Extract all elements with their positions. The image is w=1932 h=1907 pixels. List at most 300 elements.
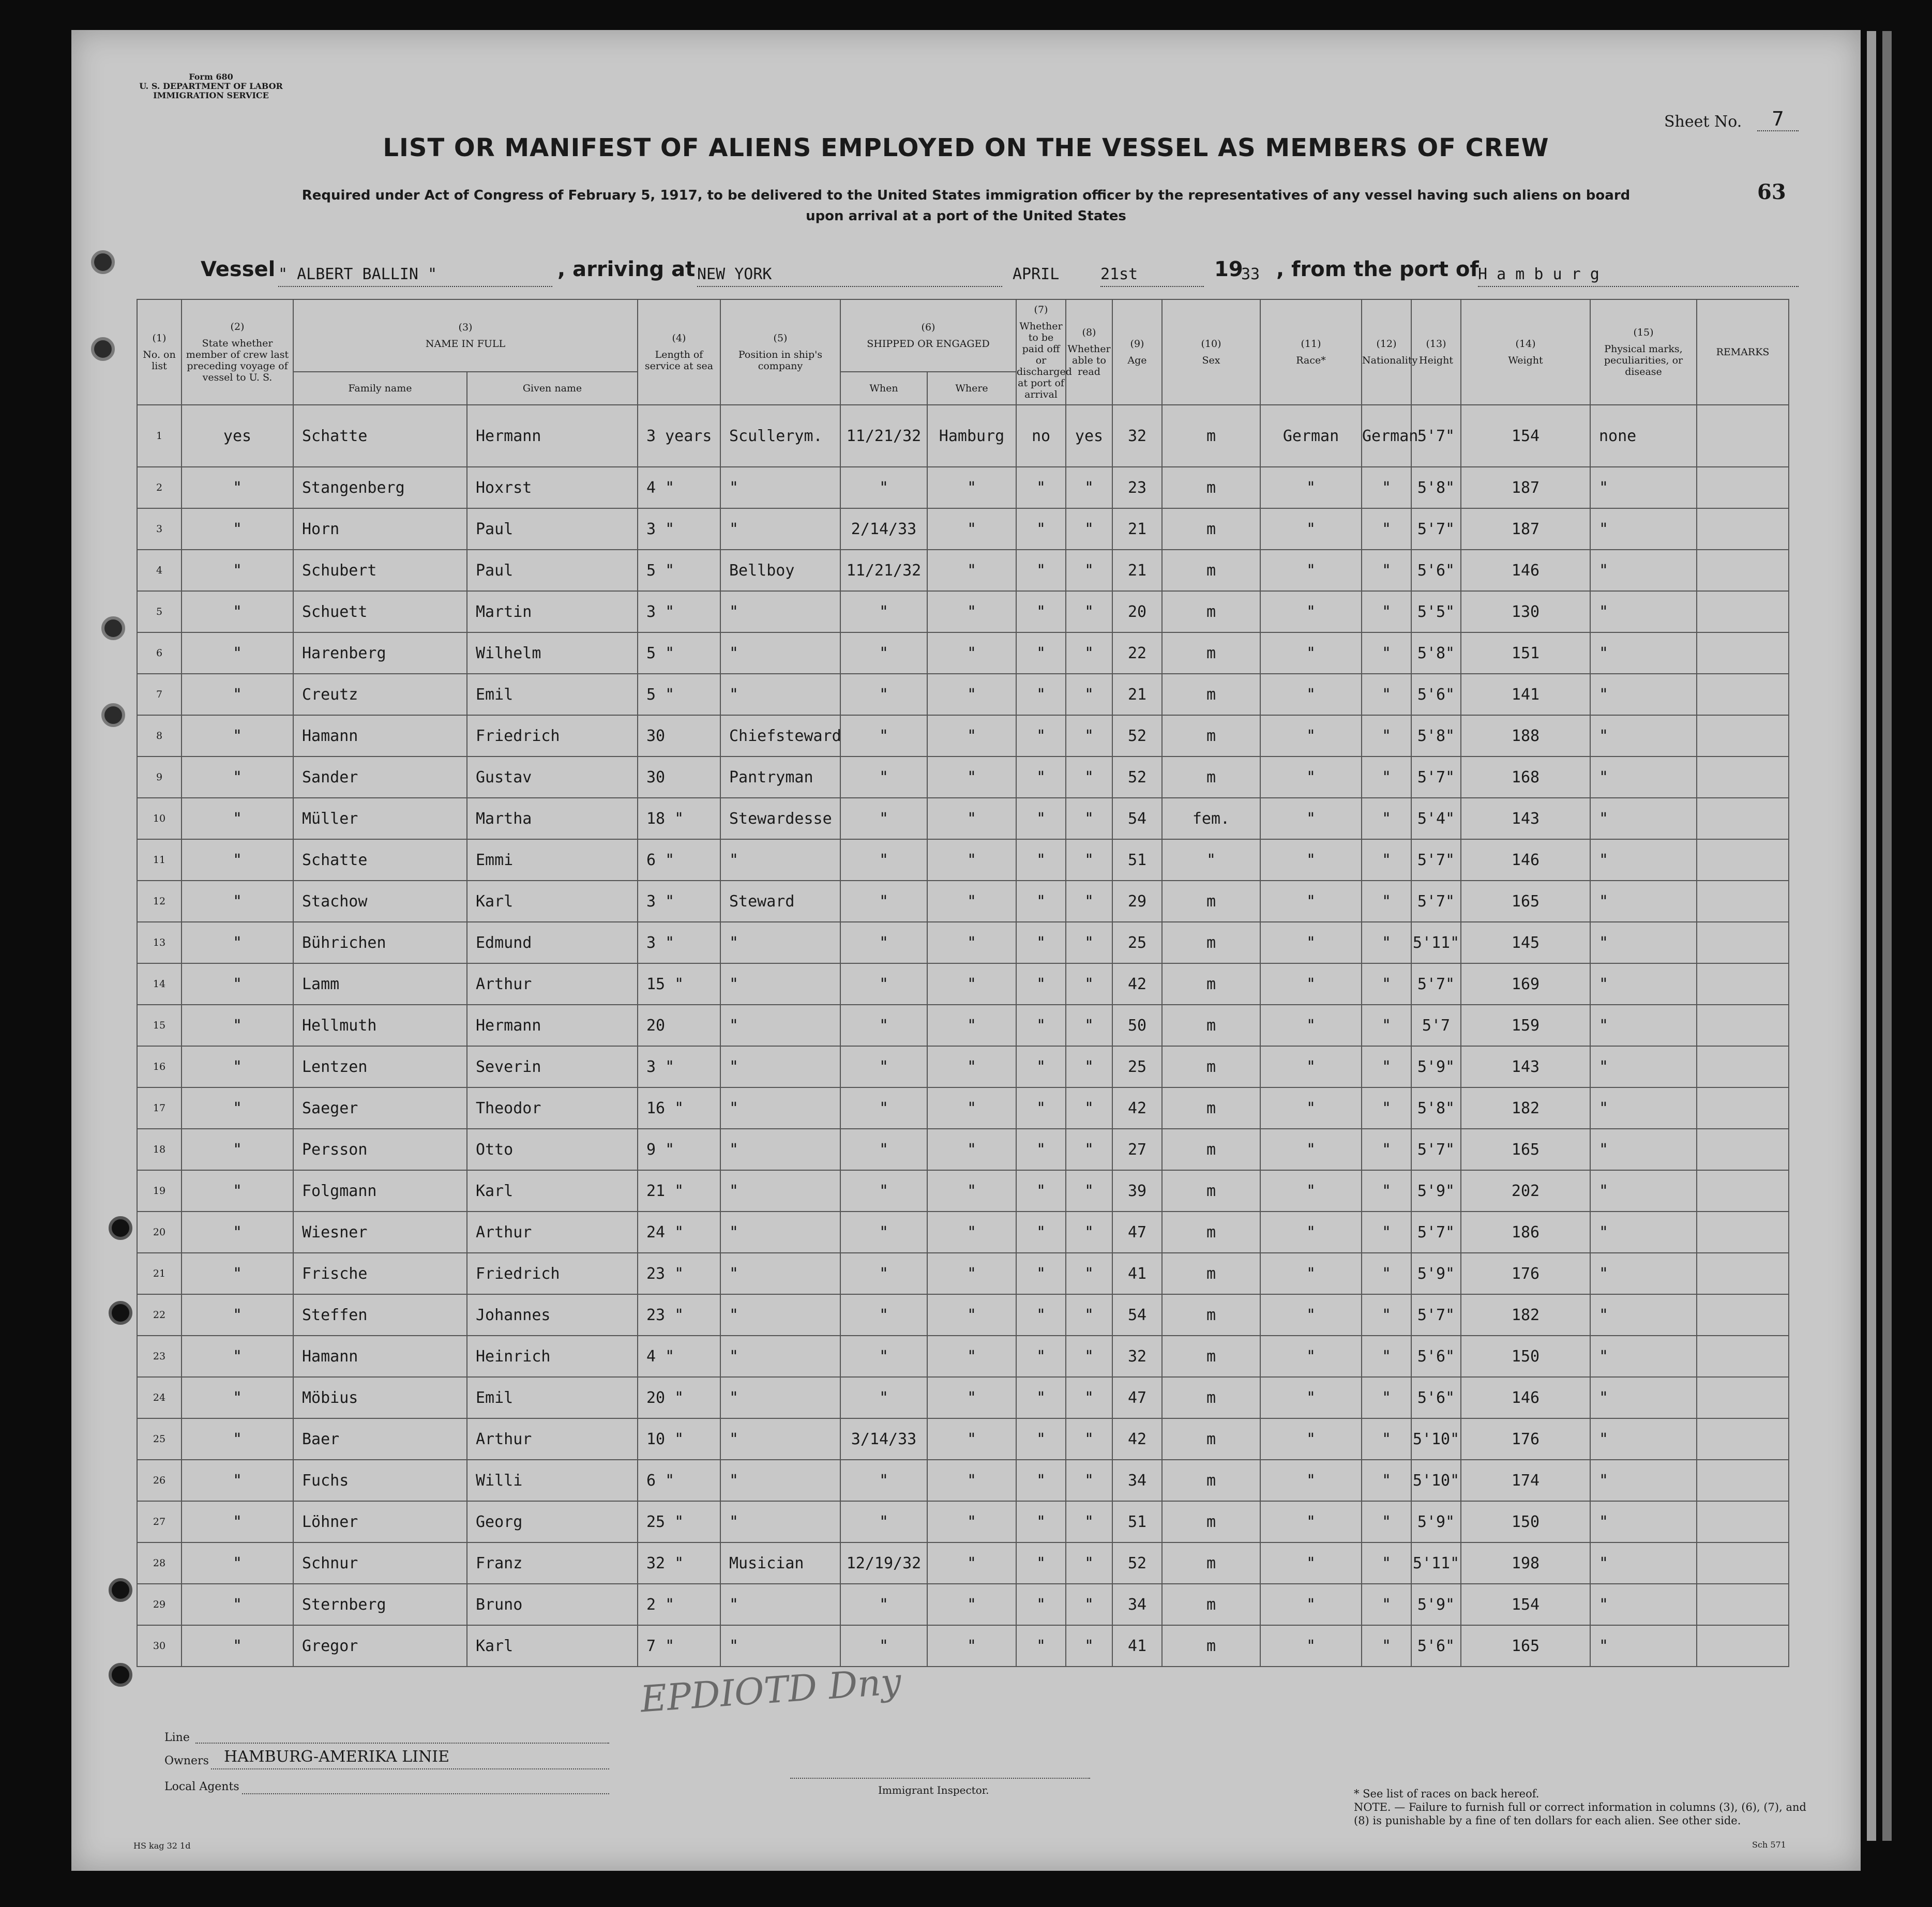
cell-position: ": [720, 632, 840, 674]
cell-remarks: [1697, 1377, 1789, 1418]
cell-race: ": [1260, 674, 1362, 715]
col-header-race: [1260, 299, 1362, 405]
cell-service: 3 ": [638, 591, 720, 632]
cell-marks: ": [1590, 591, 1697, 632]
cell-remarks: [1697, 1212, 1789, 1253]
cell-given-name: Georg: [467, 1501, 638, 1542]
cell-no: 19: [137, 1170, 182, 1212]
cell-where: ": [927, 1170, 1016, 1212]
cell-sex: m: [1162, 632, 1260, 674]
cell-sex: m: [1162, 881, 1260, 922]
cell-sex: m: [1162, 715, 1260, 756]
cell-where: ": [927, 1253, 1016, 1294]
cell-service: 18 ": [638, 798, 720, 839]
cell-position: ": [720, 1046, 840, 1087]
cell-age: 34: [1112, 1460, 1162, 1501]
col-header-marks: [1590, 299, 1697, 405]
cell-age: 42: [1112, 1087, 1162, 1129]
col-header-shipped: [840, 299, 1016, 372]
cell-height: 5'7": [1411, 963, 1461, 1005]
cell-remarks: [1697, 467, 1789, 508]
cell-read: ": [1066, 1418, 1112, 1460]
col-header-paid-off: [1016, 299, 1072, 405]
col-label: State whether member of crew last preceding voyage of vessel to U. S.: [186, 338, 289, 383]
cell-age: 21: [1112, 674, 1162, 715]
vessel-label: Vessel: [201, 258, 276, 281]
cell-service: 16 ": [638, 1087, 720, 1129]
cell-where: ": [927, 1460, 1016, 1501]
cell-height: 5'7": [1411, 1212, 1461, 1253]
cell-sex: m: [1162, 1212, 1260, 1253]
cell-family-name: Müller: [293, 798, 467, 839]
col-num: (5): [773, 332, 788, 344]
race-note: * See list of races on back hereof.: [1354, 1788, 1539, 1800]
cell-age: 34: [1112, 1584, 1162, 1625]
cell-when: ": [840, 1046, 927, 1087]
cell-where: Hamburg: [927, 405, 1016, 467]
cell-service: 2 ": [638, 1584, 720, 1625]
cell-paid-off: ": [1016, 1294, 1066, 1336]
cell-prev-voyage: ": [182, 963, 293, 1005]
cell-paid-off: ": [1016, 1625, 1066, 1667]
sheet-number-value: 7: [1757, 108, 1799, 131]
cell-height: 5'9": [1411, 1253, 1461, 1294]
cell-marks: ": [1590, 1584, 1697, 1625]
cell-race: ": [1260, 467, 1362, 508]
cell-age: 50: [1112, 1005, 1162, 1046]
cell-given-name: Hermann: [467, 405, 638, 467]
cell-weight: 168: [1461, 756, 1590, 798]
cell-nationality: ": [1362, 881, 1411, 922]
col-label: Race*: [1296, 355, 1326, 366]
cell-age: 25: [1112, 922, 1162, 963]
cell-when: ": [840, 1336, 927, 1377]
cell-paid-off: ": [1016, 839, 1066, 881]
cell-family-name: Stachow: [293, 881, 467, 922]
cell-nationality: ": [1362, 1253, 1411, 1294]
col-num: (15): [1633, 327, 1654, 338]
cell-position: ": [720, 1129, 840, 1170]
cell-age: 41: [1112, 1253, 1162, 1294]
cell-prev-voyage: ": [182, 550, 293, 591]
cell-age: 51: [1112, 839, 1162, 881]
cell-weight: 154: [1461, 405, 1590, 467]
cell-no: 13: [137, 922, 182, 963]
cell-no: 14: [137, 963, 182, 1005]
cell-position: ": [720, 1170, 840, 1212]
cell-service: 6 ": [638, 1460, 720, 1501]
cell-prev-voyage: ": [182, 1129, 293, 1170]
cell-position: ": [720, 1005, 840, 1046]
cell-weight: 176: [1461, 1418, 1590, 1460]
cell-race: ": [1260, 1005, 1362, 1046]
cell-sex: m: [1162, 1418, 1260, 1460]
binder-hole: [109, 1663, 132, 1687]
owners-field: [211, 1767, 609, 1769]
cell-where: ": [927, 1087, 1016, 1129]
col-label: Height: [1419, 355, 1453, 366]
cell-when: ": [840, 1377, 927, 1418]
cell-read: ": [1066, 715, 1112, 756]
col-label: Nationality: [1362, 355, 1418, 366]
cell-paid-off: ": [1016, 1584, 1066, 1625]
cell-marks: ": [1590, 1460, 1697, 1501]
cell-read: ": [1066, 756, 1112, 798]
cell-age: 27: [1112, 1129, 1162, 1170]
cell-sex: m: [1162, 550, 1260, 591]
cell-position: ": [720, 839, 840, 881]
col-num: (8): [1082, 327, 1096, 338]
cell-marks: none: [1590, 405, 1697, 467]
line-label: Line: [164, 1731, 190, 1744]
col-label: NAME IN FULL: [425, 338, 506, 350]
cell-family-name: Schuett: [293, 591, 467, 632]
cell-service: 3 ": [638, 1046, 720, 1087]
cell-family-name: Gregor: [293, 1625, 467, 1667]
cell-nationality: ": [1362, 674, 1411, 715]
cell-height: 5'7": [1411, 1294, 1461, 1336]
col-label: Whether able to read: [1067, 343, 1111, 377]
cell-service: 9 ": [638, 1129, 720, 1170]
cell-height: 5'7": [1411, 839, 1461, 881]
cell-sex: m: [1162, 922, 1260, 963]
cell-marks: ": [1590, 467, 1697, 508]
table-header: [137, 299, 1789, 405]
footer-note: [1354, 1787, 1819, 1827]
cell-given-name: Theodor: [467, 1087, 638, 1129]
cell-remarks: [1697, 756, 1789, 798]
cell-weight: 186: [1461, 1212, 1590, 1253]
print-code: HS kag 32 1d: [133, 1841, 191, 1851]
cell-remarks: [1697, 1005, 1789, 1046]
cell-age: 54: [1112, 798, 1162, 839]
cell-service: 5 ": [638, 550, 720, 591]
table-row: [137, 1087, 1789, 1129]
cell-sex: m: [1162, 1501, 1260, 1542]
cell-no: 4: [137, 550, 182, 591]
cell-paid-off: ": [1016, 1542, 1066, 1584]
cell-weight: 145: [1461, 922, 1590, 963]
cell-height: 5'9": [1411, 1170, 1461, 1212]
binder-hole: [109, 1578, 132, 1602]
cell-position: ": [720, 1336, 840, 1377]
cell-where: ": [927, 1294, 1016, 1336]
col-header-where: Where: [927, 372, 1016, 405]
table-row: [137, 550, 1789, 591]
cell-when: ": [840, 632, 927, 674]
table-row: [137, 1294, 1789, 1336]
cell-race: ": [1260, 715, 1362, 756]
cell-marks: ": [1590, 715, 1697, 756]
cell-prev-voyage: ": [182, 1625, 293, 1667]
inspector-signature-field: [790, 1777, 1090, 1779]
col-header-when: When: [840, 372, 927, 405]
cell-position: ": [720, 1294, 840, 1336]
cell-nationality: ": [1362, 550, 1411, 591]
cell-no: 25: [137, 1418, 182, 1460]
cell-when: 11/21/32: [840, 405, 927, 467]
cell-marks: ": [1590, 1087, 1697, 1129]
cell-remarks: [1697, 1253, 1789, 1294]
cell-prev-voyage: ": [182, 798, 293, 839]
vessel-name: " ALBERT BALLIN ": [278, 265, 552, 287]
col-header-name: [293, 299, 638, 372]
paper-edge: [1867, 31, 1876, 1841]
cell-family-name: Fuchs: [293, 1460, 467, 1501]
from-label: , from the port of: [1276, 258, 1479, 281]
cell-position: Chiefsteward: [720, 715, 840, 756]
arrival-day: 21st: [1100, 265, 1204, 287]
schedule-code: Sch 571: [1752, 1840, 1786, 1850]
cell-weight: 176: [1461, 1253, 1590, 1294]
cell-where: ": [927, 881, 1016, 922]
cell-family-name: Harenberg: [293, 632, 467, 674]
cell-marks: ": [1590, 1046, 1697, 1087]
cell-marks: ": [1590, 1377, 1697, 1418]
cell-remarks: [1697, 1087, 1789, 1129]
col-num: (13): [1426, 338, 1446, 350]
cell-when: ": [840, 467, 927, 508]
cell-when: ": [840, 839, 927, 881]
cell-read: ": [1066, 591, 1112, 632]
cell-height: 5'10": [1411, 1460, 1461, 1501]
cell-nationality: ": [1362, 1418, 1411, 1460]
cell-race: ": [1260, 1584, 1362, 1625]
cell-read: ": [1066, 1005, 1112, 1046]
table-row: [137, 756, 1789, 798]
cell-paid-off: no: [1016, 405, 1066, 467]
cell-where: ": [927, 1418, 1016, 1460]
cell-given-name: Johannes: [467, 1294, 638, 1336]
table-row: [137, 1046, 1789, 1087]
cell-service: 23 ": [638, 1294, 720, 1336]
cell-height: 5'8": [1411, 632, 1461, 674]
cell-position: ": [720, 591, 840, 632]
cell-read: yes: [1066, 405, 1112, 467]
cell-service: 20: [638, 1005, 720, 1046]
cell-remarks: [1697, 922, 1789, 963]
col-header-read: [1066, 299, 1112, 405]
cell-age: 21: [1112, 508, 1162, 550]
cell-position: ": [720, 1625, 840, 1667]
table-row: [137, 632, 1789, 674]
cell-paid-off: ": [1016, 1336, 1066, 1377]
cell-age: 52: [1112, 715, 1162, 756]
cell-read: ": [1066, 922, 1112, 963]
table-row: [137, 467, 1789, 508]
cell-where: ": [927, 756, 1016, 798]
cell-sex: m: [1162, 405, 1260, 467]
cell-when: ": [840, 1087, 927, 1129]
cell-read: ": [1066, 1046, 1112, 1087]
cell-race: ": [1260, 1253, 1362, 1294]
col-num: (10): [1201, 338, 1221, 350]
cell-no: 24: [137, 1377, 182, 1418]
cell-given-name: Hoxrst: [467, 467, 638, 508]
cell-no: 5: [137, 591, 182, 632]
cell-service: 3 ": [638, 922, 720, 963]
col-header-age: [1112, 299, 1162, 405]
cell-sex: m: [1162, 1584, 1260, 1625]
cell-family-name: Schatte: [293, 839, 467, 881]
cell-sex: m: [1162, 1129, 1260, 1170]
cell-no: 22: [137, 1294, 182, 1336]
cell-given-name: Otto: [467, 1129, 638, 1170]
cell-age: 20: [1112, 591, 1162, 632]
cell-prev-voyage: ": [182, 467, 293, 508]
table-row: [137, 1005, 1789, 1046]
cell-race: ": [1260, 508, 1362, 550]
cell-read: ": [1066, 508, 1112, 550]
cell-height: 5'6": [1411, 1336, 1461, 1377]
cell-weight: 146: [1461, 1377, 1590, 1418]
cell-when: ": [840, 591, 927, 632]
cell-sex: ": [1162, 839, 1260, 881]
col-header-remarks: [1697, 299, 1789, 405]
cell-read: ": [1066, 1501, 1112, 1542]
cell-age: 41: [1112, 1625, 1162, 1667]
col-label: No. on list: [143, 349, 176, 372]
cell-no: 28: [137, 1542, 182, 1584]
cell-nationality: ": [1362, 1294, 1411, 1336]
cell-prev-voyage: ": [182, 881, 293, 922]
cell-read: ": [1066, 881, 1112, 922]
table-row: [137, 405, 1789, 467]
cell-where: ": [927, 922, 1016, 963]
col-header-sex: [1162, 299, 1260, 405]
cell-nationality: ": [1362, 1584, 1411, 1625]
table-row: [137, 1542, 1789, 1584]
cell-no: 9: [137, 756, 182, 798]
cell-height: 5'9": [1411, 1584, 1461, 1625]
cell-marks: ": [1590, 756, 1697, 798]
form-id-line: U. S. DEPARTMENT OF LABOR: [139, 81, 283, 91]
cell-paid-off: ": [1016, 1501, 1066, 1542]
cell-where: ": [927, 1542, 1016, 1584]
cell-where: ": [927, 1501, 1016, 1542]
cell-height: 5'6": [1411, 1377, 1461, 1418]
cell-prev-voyage: ": [182, 1253, 293, 1294]
cell-no: 12: [137, 881, 182, 922]
cell-position: ": [720, 1418, 840, 1460]
cell-read: ": [1066, 798, 1112, 839]
cell-weight: 130: [1461, 591, 1590, 632]
cell-height: 5'7": [1411, 405, 1461, 467]
cell-prev-voyage: ": [182, 1046, 293, 1087]
cell-age: 32: [1112, 405, 1162, 467]
cell-family-name: Stangenberg: [293, 467, 467, 508]
cell-nationality: ": [1362, 1046, 1411, 1087]
cell-position: ": [720, 1087, 840, 1129]
cell-race: ": [1260, 1294, 1362, 1336]
cell-race: German: [1260, 405, 1362, 467]
binder-hole: [109, 1216, 132, 1240]
cell-remarks: [1697, 591, 1789, 632]
cell-remarks: [1697, 632, 1789, 674]
cell-race: ": [1260, 839, 1362, 881]
cell-marks: ": [1590, 508, 1697, 550]
cell-paid-off: ": [1016, 550, 1066, 591]
cell-read: ": [1066, 1170, 1112, 1212]
cell-height: 5'8": [1411, 715, 1461, 756]
cell-no: 17: [137, 1087, 182, 1129]
cell-marks: ": [1590, 1212, 1697, 1253]
cell-family-name: Creutz: [293, 674, 467, 715]
table-row: [137, 508, 1789, 550]
cell-no: 10: [137, 798, 182, 839]
cell-read: ": [1066, 632, 1112, 674]
cell-weight: 182: [1461, 1294, 1590, 1336]
cell-prev-voyage: ": [182, 632, 293, 674]
col-header-service: [638, 299, 720, 405]
cell-service: 30: [638, 715, 720, 756]
col-label: Sex: [1202, 355, 1220, 366]
col-header-position: [720, 299, 840, 405]
fine-note: NOTE. — Failure to furnish full or correct information in columns (3), (6), (7), and (8) is punishable by a fine of ten dollars for each alien. See other side.: [1354, 1801, 1806, 1827]
table-row: [137, 839, 1789, 881]
cell-when: ": [840, 1253, 927, 1294]
sheet-number-label: Sheet No.: [1664, 113, 1742, 131]
arriving-label: , arriving at: [557, 258, 696, 281]
col-header-prev-voyage: [182, 299, 293, 405]
cell-height: 5'5": [1411, 591, 1461, 632]
cell-prev-voyage: ": [182, 1294, 293, 1336]
cell-weight: 154: [1461, 1584, 1590, 1625]
cell-when: ": [840, 881, 927, 922]
cell-prev-voyage: ": [182, 715, 293, 756]
cell-age: 51: [1112, 1501, 1162, 1542]
cell-race: ": [1260, 1087, 1362, 1129]
cell-no: 7: [137, 674, 182, 715]
cell-nationality: ": [1362, 467, 1411, 508]
cell-given-name: Paul: [467, 550, 638, 591]
cell-marks: ": [1590, 881, 1697, 922]
cell-family-name: Horn: [293, 508, 467, 550]
cell-remarks: [1697, 405, 1789, 467]
cell-remarks: [1697, 508, 1789, 550]
cell-weight: 151: [1461, 632, 1590, 674]
cell-given-name: Edmund: [467, 922, 638, 963]
cell-read: ": [1066, 1377, 1112, 1418]
col-num: (11): [1301, 338, 1321, 350]
cell-when: ": [840, 922, 927, 963]
cell-nationality: ": [1362, 756, 1411, 798]
cell-paid-off: ": [1016, 632, 1066, 674]
cell-marks: ": [1590, 839, 1697, 881]
col-label: Physical marks, peculiarities, or disease: [1604, 343, 1683, 377]
cell-no: 1: [137, 405, 182, 467]
cell-where: ": [927, 963, 1016, 1005]
cell-given-name: Wilhelm: [467, 632, 638, 674]
cell-given-name: Arthur: [467, 963, 638, 1005]
cell-family-name: Wiesner: [293, 1212, 467, 1253]
cell-race: ": [1260, 591, 1362, 632]
cell-weight: 187: [1461, 508, 1590, 550]
cell-service: 32 ": [638, 1542, 720, 1584]
cell-read: ": [1066, 1542, 1112, 1584]
arrival-port: NEW YORK: [697, 265, 1002, 287]
col-num: (4): [672, 332, 686, 344]
cell-position: Pantryman: [720, 756, 840, 798]
cell-position: ": [720, 1584, 840, 1625]
paper-edge: [1882, 31, 1892, 1841]
cell-weight: 169: [1461, 963, 1590, 1005]
cell-paid-off: ": [1016, 1377, 1066, 1418]
subtitle-line: upon arrival at a port of the United States: [806, 208, 1126, 224]
table-row: [137, 1418, 1789, 1460]
cell-service: 15 ": [638, 963, 720, 1005]
cell-marks: ": [1590, 550, 1697, 591]
